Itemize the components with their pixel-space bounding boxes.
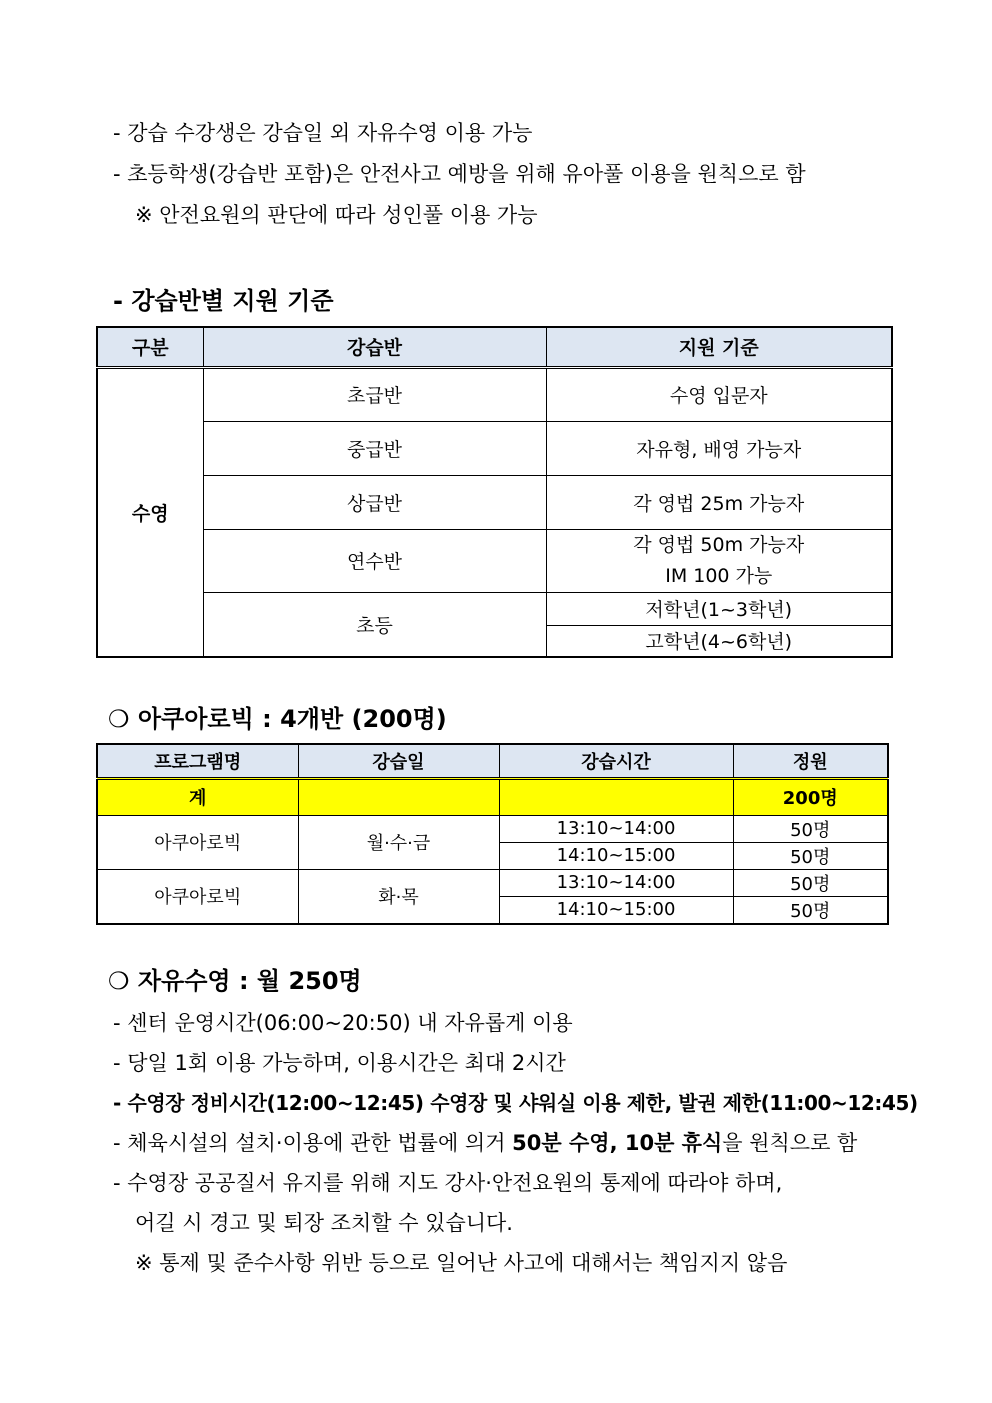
time-cell: 14:10~15:00 bbox=[499, 896, 733, 924]
class-cell: 중급반 bbox=[203, 421, 546, 475]
note-line: - 초등학생(강습반 포함)은 안전사고 예방을 위해 유아풀 이용을 원칙으로 함 bbox=[113, 162, 806, 186]
table-row bbox=[97, 475, 892, 529]
law-bold: 50분 수영, 10분 휴식 bbox=[512, 1131, 723, 1155]
section-heading: - 강습반별 지원 기준 bbox=[113, 287, 334, 315]
info-line-bold: - 수영장 정비시간(12:00~12:45) 수영장 및 샤워실 이용 제한, 발권 제한(11:00~12:45) bbox=[113, 1091, 918, 1115]
capacity-cell: 50명 bbox=[733, 869, 888, 896]
law-suffix: 을 원칙으로 함 bbox=[722, 1131, 858, 1155]
info-line: ※ 통제 및 준수사항 위반 등으로 일어난 사고에 대해서는 책임지지 않음 bbox=[135, 1251, 788, 1275]
info-line: - 수영장 공공질서 유지를 위해 지도 강사·안전요원의 통제에 따라야 하며, bbox=[113, 1171, 783, 1195]
section-heading: ❍ 아쿠아로빅 : 4개반 (200명) bbox=[108, 705, 447, 733]
criteria-cell bbox=[546, 529, 892, 592]
criteria-cell: 저학년(1~3학년) bbox=[546, 592, 892, 625]
class-cell: 초등 bbox=[203, 592, 546, 657]
criteria-line: 각 영법 50m 가능자 bbox=[633, 533, 805, 556]
time-cell: 13:10~14:00 bbox=[499, 869, 733, 896]
table-row bbox=[97, 869, 888, 896]
column-header: 강습반 bbox=[203, 327, 546, 367]
days-cell: 월·수·금 bbox=[298, 815, 499, 869]
total-row bbox=[97, 778, 888, 815]
capacity-cell: 50명 bbox=[733, 896, 888, 924]
table-row bbox=[97, 529, 892, 592]
info-line: - 센터 운영시간(06:00~20:50) 내 자유롭게 이용 bbox=[113, 1011, 573, 1035]
law-prefix: - 체육시설의 설치·이용에 관한 법률에 의거 bbox=[113, 1131, 513, 1155]
criteria-line: IM 100 가능 bbox=[665, 564, 773, 587]
program-cell: 아쿠아로빅 bbox=[97, 815, 298, 869]
column-header: 구분 bbox=[97, 327, 203, 367]
empty-cell bbox=[298, 778, 499, 815]
time-cell: 14:10~15:00 bbox=[499, 842, 733, 869]
column-header: 프로그램명 bbox=[97, 744, 298, 778]
info-line: - 당일 1회 이용 가능하며, 이용시간은 최대 2시간 bbox=[113, 1051, 566, 1075]
criteria-cell: 고학년(4~6학년) bbox=[546, 625, 892, 657]
aerobic-table bbox=[96, 743, 889, 925]
total-capacity: 200명 bbox=[733, 778, 888, 815]
table-header-row bbox=[97, 327, 892, 367]
table-row bbox=[97, 421, 892, 475]
criteria-cell: 자유형, 배영 가능자 bbox=[546, 421, 892, 475]
capacity-cell: 50명 bbox=[733, 815, 888, 842]
criteria-cell: 각 영법 25m 가능자 bbox=[546, 475, 892, 529]
days-cell: 화·목 bbox=[298, 869, 499, 924]
class-cell: 초급반 bbox=[203, 367, 546, 421]
total-label: 계 bbox=[97, 778, 298, 815]
empty-cell bbox=[499, 778, 733, 815]
column-header: 강습시간 bbox=[499, 744, 733, 778]
note-line: ※ 안전요원의 판단에 따라 성인풀 이용 가능 bbox=[135, 203, 538, 227]
column-header: 정원 bbox=[733, 744, 888, 778]
table-row bbox=[97, 815, 888, 842]
table-row bbox=[97, 367, 892, 421]
class-cell: 상급반 bbox=[203, 475, 546, 529]
section-heading: ❍ 자유수영 : 월 250명 bbox=[108, 967, 362, 995]
column-header: 강습일 bbox=[298, 744, 499, 778]
class-cell: 연수반 bbox=[203, 529, 546, 592]
info-line: 어길 시 경고 및 퇴장 조치할 수 있습니다. bbox=[135, 1211, 513, 1235]
criteria-table bbox=[96, 326, 893, 658]
info-line bbox=[113, 1127, 857, 1157]
capacity-cell: 50명 bbox=[733, 842, 888, 869]
criteria-cell: 수영 입문자 bbox=[546, 367, 892, 421]
table-row bbox=[97, 592, 892, 625]
table-header-row bbox=[97, 744, 888, 778]
time-cell: 13:10~14:00 bbox=[499, 815, 733, 842]
program-cell: 아쿠아로빅 bbox=[97, 869, 298, 924]
column-header: 지원 기준 bbox=[546, 327, 892, 367]
category-cell: 수영 bbox=[97, 367, 203, 657]
note-line: - 강습 수강생은 강습일 외 자유수영 이용 가능 bbox=[113, 121, 533, 145]
